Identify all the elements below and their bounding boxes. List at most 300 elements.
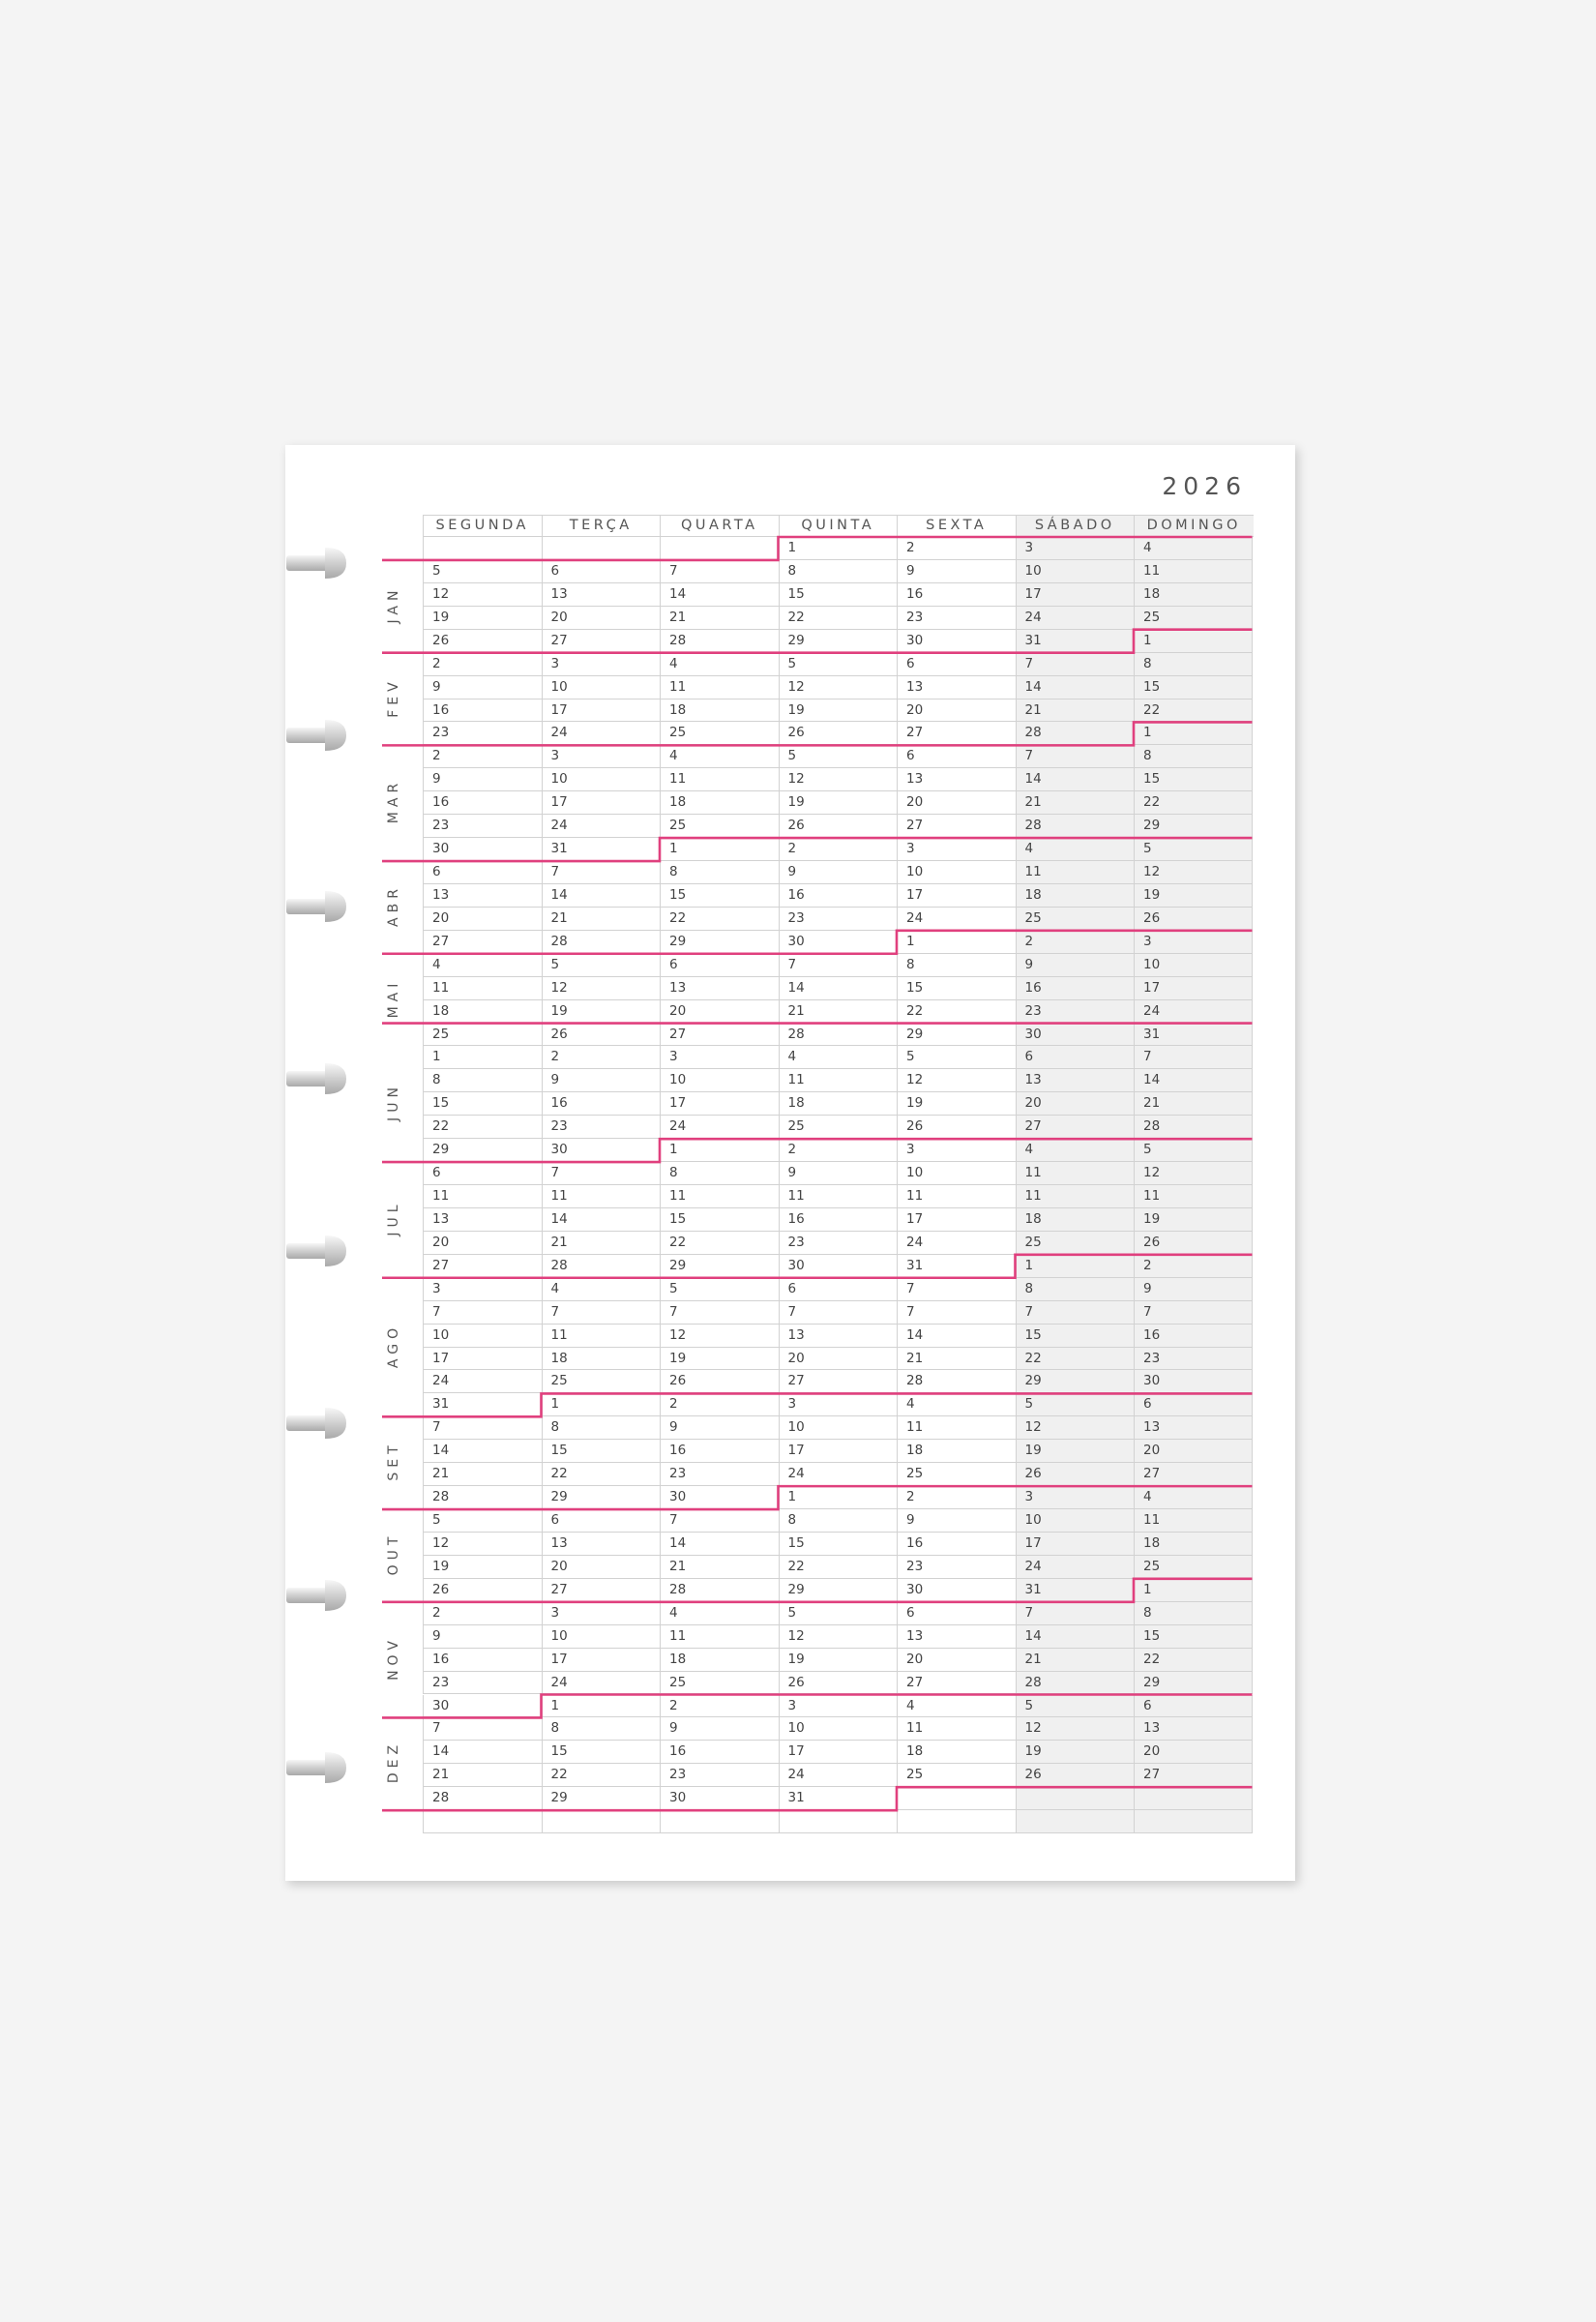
day-cell[interactable]: 19 [779,791,898,815]
day-cell[interactable]: 26 [423,630,542,653]
day-cell[interactable]: 7 [1134,1301,1253,1325]
day-cell[interactable]: 22 [1016,1348,1135,1371]
day-cell[interactable]: 31 [542,838,661,861]
day-cell[interactable]: 18 [897,1440,1016,1463]
day-cell[interactable]: 12 [1016,1416,1135,1440]
day-cell[interactable]: 20 [1134,1741,1253,1764]
day-cell[interactable]: 2 [542,1046,661,1069]
day-cell[interactable]: 9 [423,1625,542,1649]
day-cell[interactable]: 26 [1134,908,1253,931]
day-cell[interactable]: 25 [1134,1556,1253,1579]
day-cell[interactable]: 31 [779,1787,898,1810]
day-cell[interactable]: 12 [542,977,661,1000]
day-cell[interactable]: 10 [779,1717,898,1741]
day-cell[interactable]: 7 [660,1301,779,1325]
day-cell[interactable]: 18 [660,1649,779,1672]
day-cell[interactable]: 2 [660,1393,779,1416]
day-cell[interactable]: 4 [423,954,542,977]
day-cell[interactable]: 22 [660,1232,779,1255]
day-cell[interactable]: 15 [779,583,898,607]
day-cell[interactable]: 10 [1016,560,1135,583]
day-cell[interactable]: 11 [660,1625,779,1649]
day-cell[interactable]: 4 [1134,1486,1253,1509]
day-cell[interactable]: 14 [660,583,779,607]
day-cell[interactable]: 17 [1016,1533,1135,1556]
day-cell[interactable]: 12 [423,1533,542,1556]
day-cell[interactable]: 9 [1016,954,1135,977]
day-cell[interactable]: 7 [423,1301,542,1325]
day-cell[interactable]: 30 [660,1787,779,1810]
day-cell[interactable]: 12 [1016,1717,1135,1741]
day-cell[interactable]: 6 [1134,1393,1253,1416]
day-cell[interactable]: 8 [660,861,779,884]
day-cell[interactable]: 16 [897,1533,1016,1556]
day-cell[interactable]: 16 [1016,977,1135,1000]
day-cell[interactable]: 21 [660,607,779,630]
day-cell[interactable]: 6 [1016,1046,1135,1069]
day-cell[interactable]: 28 [542,1255,661,1278]
day-cell[interactable]: 4 [1016,838,1135,861]
day-cell[interactable]: 30 [897,1579,1016,1602]
day-cell[interactable]: 24 [897,1232,1016,1255]
day-cell[interactable]: 27 [542,1579,661,1602]
day-cell[interactable]: 11 [779,1069,898,1092]
day-cell[interactable]: 2 [897,1486,1016,1509]
day-cell[interactable]: 17 [660,1092,779,1116]
day-cell[interactable]: 3 [1134,931,1253,954]
day-cell[interactable]: 15 [1134,1625,1253,1649]
day-cell[interactable]: 8 [1134,745,1253,768]
day-cell[interactable]: 7 [897,1278,1016,1301]
day-cell[interactable]: 11 [779,1185,898,1208]
day-cell[interactable]: 17 [897,884,1016,908]
day-cell[interactable]: 9 [897,560,1016,583]
day-cell[interactable]: 11 [660,1185,779,1208]
day-cell[interactable]: 8 [779,560,898,583]
day-cell[interactable]: 6 [542,1509,661,1533]
day-cell[interactable]: 15 [423,1092,542,1116]
day-cell[interactable] [423,1810,542,1833]
day-cell[interactable]: 14 [542,1208,661,1232]
day-cell[interactable]: 19 [1016,1741,1135,1764]
day-cell[interactable]: 19 [423,607,542,630]
day-cell[interactable]: 1 [423,1046,542,1069]
day-cell[interactable]: 4 [542,1278,661,1301]
day-cell[interactable]: 16 [423,700,542,723]
day-cell[interactable]: 19 [1016,1440,1135,1463]
day-cell[interactable]: 14 [1134,1069,1253,1092]
day-cell[interactable]: 15 [542,1741,661,1764]
day-cell[interactable]: 3 [423,1278,542,1301]
day-cell[interactable]: 5 [660,1278,779,1301]
day-cell[interactable]: 25 [1134,607,1253,630]
day-cell[interactable]: 20 [660,1000,779,1024]
day-cell[interactable]: 16 [779,1208,898,1232]
day-cell[interactable]: 28 [1016,722,1135,745]
day-cell[interactable]: 6 [1134,1695,1253,1718]
day-cell[interactable]: 11 [897,1185,1016,1208]
day-cell[interactable]: 27 [423,931,542,954]
day-cell[interactable]: 30 [1134,1370,1253,1393]
day-cell[interactable]: 6 [423,1162,542,1185]
day-cell[interactable]: 15 [897,977,1016,1000]
day-cell[interactable] [1016,1810,1135,1833]
day-cell[interactable]: 15 [542,1440,661,1463]
day-cell[interactable]: 17 [1016,583,1135,607]
day-cell[interactable]: 6 [897,1602,1016,1625]
day-cell[interactable]: 2 [779,838,898,861]
day-cell[interactable]: 3 [542,745,661,768]
day-cell[interactable]: 10 [542,768,661,791]
day-cell[interactable]: 1 [1134,630,1253,653]
day-cell[interactable]: 20 [897,1649,1016,1672]
day-cell[interactable]: 29 [779,630,898,653]
day-cell[interactable]: 14 [660,1533,779,1556]
day-cell[interactable]: 5 [1134,1139,1253,1162]
day-cell[interactable]: 10 [542,676,661,700]
day-cell[interactable] [423,537,542,560]
day-cell[interactable]: 23 [1134,1348,1253,1371]
day-cell[interactable]: 23 [897,607,1016,630]
day-cell[interactable]: 8 [1016,1278,1135,1301]
day-cell[interactable]: 21 [1016,791,1135,815]
day-cell[interactable]: 5 [897,1046,1016,1069]
day-cell[interactable]: 25 [660,1672,779,1695]
day-cell[interactable]: 12 [897,1069,1016,1092]
day-cell[interactable]: 13 [423,1208,542,1232]
day-cell[interactable]: 3 [542,1602,661,1625]
day-cell[interactable]: 23 [660,1463,779,1486]
day-cell[interactable] [1016,1787,1135,1810]
day-cell[interactable]: 5 [423,560,542,583]
day-cell[interactable]: 5 [1134,838,1253,861]
day-cell[interactable]: 26 [779,815,898,838]
day-cell[interactable]: 30 [423,1695,542,1718]
day-cell[interactable]: 7 [779,1301,898,1325]
day-cell[interactable] [660,1810,779,1833]
day-cell[interactable]: 16 [660,1741,779,1764]
day-cell[interactable]: 24 [542,1672,661,1695]
day-cell[interactable]: 7 [1016,653,1135,676]
day-cell[interactable]: 21 [1134,1092,1253,1116]
day-cell[interactable]: 8 [660,1162,779,1185]
day-cell[interactable]: 3 [897,1139,1016,1162]
day-cell[interactable]: 1 [1134,722,1253,745]
day-cell[interactable]: 12 [1134,861,1253,884]
day-cell[interactable]: 1 [779,1486,898,1509]
day-cell[interactable]: 11 [897,1717,1016,1741]
day-cell[interactable]: 26 [897,1116,1016,1139]
day-cell[interactable]: 29 [660,931,779,954]
day-cell[interactable]: 17 [1134,977,1253,1000]
day-cell[interactable]: 15 [1016,1325,1135,1348]
day-cell[interactable]: 1 [1134,1579,1253,1602]
day-cell[interactable] [1134,1787,1253,1810]
day-cell[interactable]: 11 [1016,1162,1135,1185]
day-cell[interactable]: 27 [542,630,661,653]
day-cell[interactable]: 13 [1016,1069,1135,1092]
day-cell[interactable]: 4 [660,745,779,768]
day-cell[interactable]: 7 [660,1509,779,1533]
day-cell[interactable]: 6 [897,653,1016,676]
day-cell[interactable]: 22 [542,1764,661,1787]
day-cell[interactable]: 21 [542,1232,661,1255]
day-cell[interactable]: 7 [542,1301,661,1325]
day-cell[interactable]: 31 [1016,630,1135,653]
day-cell[interactable]: 13 [897,768,1016,791]
day-cell[interactable]: 29 [423,1139,542,1162]
day-cell[interactable]: 10 [1134,954,1253,977]
day-cell[interactable]: 10 [1016,1509,1135,1533]
day-cell[interactable]: 24 [1134,1000,1253,1024]
day-cell[interactable]: 7 [423,1717,542,1741]
day-cell[interactable]: 17 [779,1741,898,1764]
day-cell[interactable]: 26 [542,1024,661,1047]
day-cell[interactable]: 11 [1134,1185,1253,1208]
day-cell[interactable]: 13 [897,676,1016,700]
day-cell[interactable]: 6 [779,1278,898,1301]
day-cell[interactable]: 17 [423,1348,542,1371]
day-cell[interactable]: 22 [423,1116,542,1139]
day-cell[interactable]: 22 [779,1556,898,1579]
day-cell[interactable]: 28 [1016,1672,1135,1695]
day-cell[interactable]: 21 [660,1556,779,1579]
day-cell[interactable]: 28 [779,1024,898,1047]
day-cell[interactable]: 20 [779,1348,898,1371]
day-cell[interactable]: 18 [1016,884,1135,908]
day-cell[interactable]: 6 [423,861,542,884]
day-cell[interactable]: 17 [542,700,661,723]
day-cell[interactable]: 1 [897,931,1016,954]
day-cell[interactable]: 16 [423,791,542,815]
day-cell[interactable]: 18 [1134,583,1253,607]
day-cell[interactable]: 8 [1134,653,1253,676]
day-cell[interactable]: 11 [660,768,779,791]
day-cell[interactable]: 8 [423,1069,542,1092]
day-cell[interactable]: 14 [423,1741,542,1764]
day-cell[interactable]: 13 [1134,1717,1253,1741]
day-cell[interactable]: 18 [1016,1208,1135,1232]
day-cell[interactable] [542,537,661,560]
day-cell[interactable]: 7 [542,1162,661,1185]
day-cell[interactable]: 4 [897,1393,1016,1416]
day-cell[interactable]: 9 [423,768,542,791]
day-cell[interactable]: 14 [1016,768,1135,791]
day-cell[interactable]: 13 [1134,1416,1253,1440]
day-cell[interactable]: 16 [897,583,1016,607]
day-cell[interactable]: 12 [779,1625,898,1649]
day-cell[interactable]: 19 [779,700,898,723]
day-cell[interactable]: 26 [1134,1232,1253,1255]
day-cell[interactable]: 25 [897,1764,1016,1787]
day-cell[interactable]: 29 [779,1579,898,1602]
day-cell[interactable]: 29 [1134,815,1253,838]
day-cell[interactable]: 1 [542,1695,661,1718]
day-cell[interactable]: 19 [897,1092,1016,1116]
day-cell[interactable]: 12 [779,676,898,700]
day-cell[interactable]: 28 [660,1579,779,1602]
day-cell[interactable]: 15 [660,884,779,908]
day-cell[interactable]: 25 [542,1370,661,1393]
day-cell[interactable]: 9 [897,1509,1016,1533]
day-cell[interactable]: 10 [897,1162,1016,1185]
day-cell[interactable]: 4 [660,653,779,676]
day-cell[interactable]: 27 [1134,1463,1253,1486]
day-cell[interactable]: 18 [660,791,779,815]
day-cell[interactable]: 20 [1134,1440,1253,1463]
day-cell[interactable]: 1 [779,537,898,560]
day-cell[interactable]: 17 [897,1208,1016,1232]
day-cell[interactable]: 16 [779,884,898,908]
day-cell[interactable]: 26 [779,722,898,745]
day-cell[interactable]: 25 [897,1463,1016,1486]
day-cell[interactable]: 28 [1134,1116,1253,1139]
day-cell[interactable]: 19 [1134,1208,1253,1232]
day-cell[interactable]: 24 [1016,1556,1135,1579]
day-cell[interactable]: 7 [897,1301,1016,1325]
day-cell[interactable] [779,1810,898,1833]
day-cell[interactable]: 28 [660,630,779,653]
day-cell[interactable]: 20 [423,908,542,931]
day-cell[interactable]: 5 [779,745,898,768]
day-cell[interactable]: 16 [660,1440,779,1463]
day-cell[interactable]: 5 [779,653,898,676]
day-cell[interactable]: 9 [1134,1278,1253,1301]
day-cell[interactable]: 21 [897,1348,1016,1371]
day-cell[interactable]: 23 [660,1764,779,1787]
day-cell[interactable]: 10 [660,1069,779,1092]
day-cell[interactable]: 23 [423,722,542,745]
day-cell[interactable]: 31 [1134,1024,1253,1047]
day-cell[interactable]: 30 [779,931,898,954]
day-cell[interactable]: 23 [423,1672,542,1695]
day-cell[interactable] [1134,1810,1253,1833]
day-cell[interactable]: 3 [1016,1486,1135,1509]
day-cell[interactable]: 31 [897,1255,1016,1278]
day-cell[interactable]: 13 [897,1625,1016,1649]
day-cell[interactable]: 29 [897,1024,1016,1047]
day-cell[interactable]: 27 [660,1024,779,1047]
day-cell[interactable]: 29 [1134,1672,1253,1695]
day-cell[interactable]: 27 [423,1255,542,1278]
day-cell[interactable]: 8 [779,1509,898,1533]
day-cell[interactable]: 6 [542,560,661,583]
day-cell[interactable]: 19 [660,1348,779,1371]
day-cell[interactable]: 13 [779,1325,898,1348]
day-cell[interactable]: 11 [542,1185,661,1208]
day-cell[interactable]: 2 [1134,1255,1253,1278]
day-cell[interactable]: 26 [1016,1764,1135,1787]
day-cell[interactable]: 2 [897,537,1016,560]
day-cell[interactable]: 7 [1016,1602,1135,1625]
day-cell[interactable]: 26 [779,1672,898,1695]
day-cell[interactable]: 21 [1016,1649,1135,1672]
day-cell[interactable]: 21 [423,1764,542,1787]
day-cell[interactable]: 20 [897,791,1016,815]
day-cell[interactable]: 5 [1016,1695,1135,1718]
day-cell[interactable]: 16 [1134,1325,1253,1348]
day-cell[interactable]: 22 [1134,1649,1253,1672]
day-cell[interactable]: 2 [423,1602,542,1625]
day-cell[interactable]: 27 [897,722,1016,745]
day-cell[interactable] [897,1810,1016,1833]
day-cell[interactable]: 3 [542,653,661,676]
day-cell[interactable]: 24 [1016,607,1135,630]
day-cell[interactable]: 11 [1134,560,1253,583]
day-cell[interactable]: 7 [779,954,898,977]
day-cell[interactable]: 4 [1134,537,1253,560]
day-cell[interactable]: 11 [542,1325,661,1348]
day-cell[interactable]: 8 [1134,1602,1253,1625]
day-cell[interactable]: 27 [897,1672,1016,1695]
day-cell[interactable]: 24 [779,1764,898,1787]
day-cell[interactable]: 12 [779,768,898,791]
day-cell[interactable] [542,1810,661,1833]
day-cell[interactable]: 16 [542,1092,661,1116]
day-cell[interactable]: 9 [542,1069,661,1092]
day-cell[interactable]: 6 [660,954,779,977]
day-cell[interactable]: 11 [1016,1185,1135,1208]
day-cell[interactable]: 10 [897,861,1016,884]
day-cell[interactable]: 8 [542,1416,661,1440]
day-cell[interactable]: 9 [660,1416,779,1440]
day-cell[interactable]: 30 [1016,1024,1135,1047]
day-cell[interactable]: 24 [779,1463,898,1486]
day-cell[interactable]: 27 [1016,1116,1135,1139]
day-cell[interactable]: 15 [660,1208,779,1232]
day-cell[interactable]: 4 [1016,1139,1135,1162]
day-cell[interactable]: 29 [542,1787,661,1810]
day-cell[interactable]: 7 [1016,1301,1135,1325]
day-cell[interactable]: 14 [897,1325,1016,1348]
day-cell[interactable]: 21 [423,1463,542,1486]
day-cell[interactable]: 8 [897,954,1016,977]
day-cell[interactable]: 13 [660,977,779,1000]
day-cell[interactable]: 22 [542,1463,661,1486]
day-cell[interactable]: 18 [542,1348,661,1371]
day-cell[interactable]: 1 [542,1393,661,1416]
day-cell[interactable]: 28 [1016,815,1135,838]
day-cell[interactable]: 9 [423,676,542,700]
day-cell[interactable] [897,1787,1016,1810]
day-cell[interactable]: 5 [542,954,661,977]
day-cell[interactable]: 29 [660,1255,779,1278]
day-cell[interactable]: 12 [1134,1162,1253,1185]
day-cell[interactable]: 25 [660,815,779,838]
day-cell[interactable]: 20 [1016,1092,1135,1116]
day-cell[interactable]: 7 [1016,745,1135,768]
day-cell[interactable]: 10 [779,1416,898,1440]
day-cell[interactable]: 23 [779,908,898,931]
day-cell[interactable]: 9 [779,1162,898,1185]
day-cell[interactable]: 21 [779,1000,898,1024]
day-cell[interactable]: 14 [1016,1625,1135,1649]
day-cell[interactable]: 30 [660,1486,779,1509]
day-cell[interactable]: 28 [542,931,661,954]
day-cell[interactable]: 8 [542,1717,661,1741]
day-cell[interactable]: 17 [779,1440,898,1463]
day-cell[interactable]: 14 [779,977,898,1000]
day-cell[interactable]: 30 [779,1255,898,1278]
day-cell[interactable]: 24 [542,815,661,838]
day-cell[interactable]: 23 [779,1232,898,1255]
day-cell[interactable]: 12 [423,583,542,607]
day-cell[interactable]: 26 [423,1579,542,1602]
day-cell[interactable]: 14 [542,884,661,908]
day-cell[interactable]: 1 [1016,1255,1135,1278]
day-cell[interactable]: 19 [542,1000,661,1024]
day-cell[interactable]: 27 [779,1370,898,1393]
